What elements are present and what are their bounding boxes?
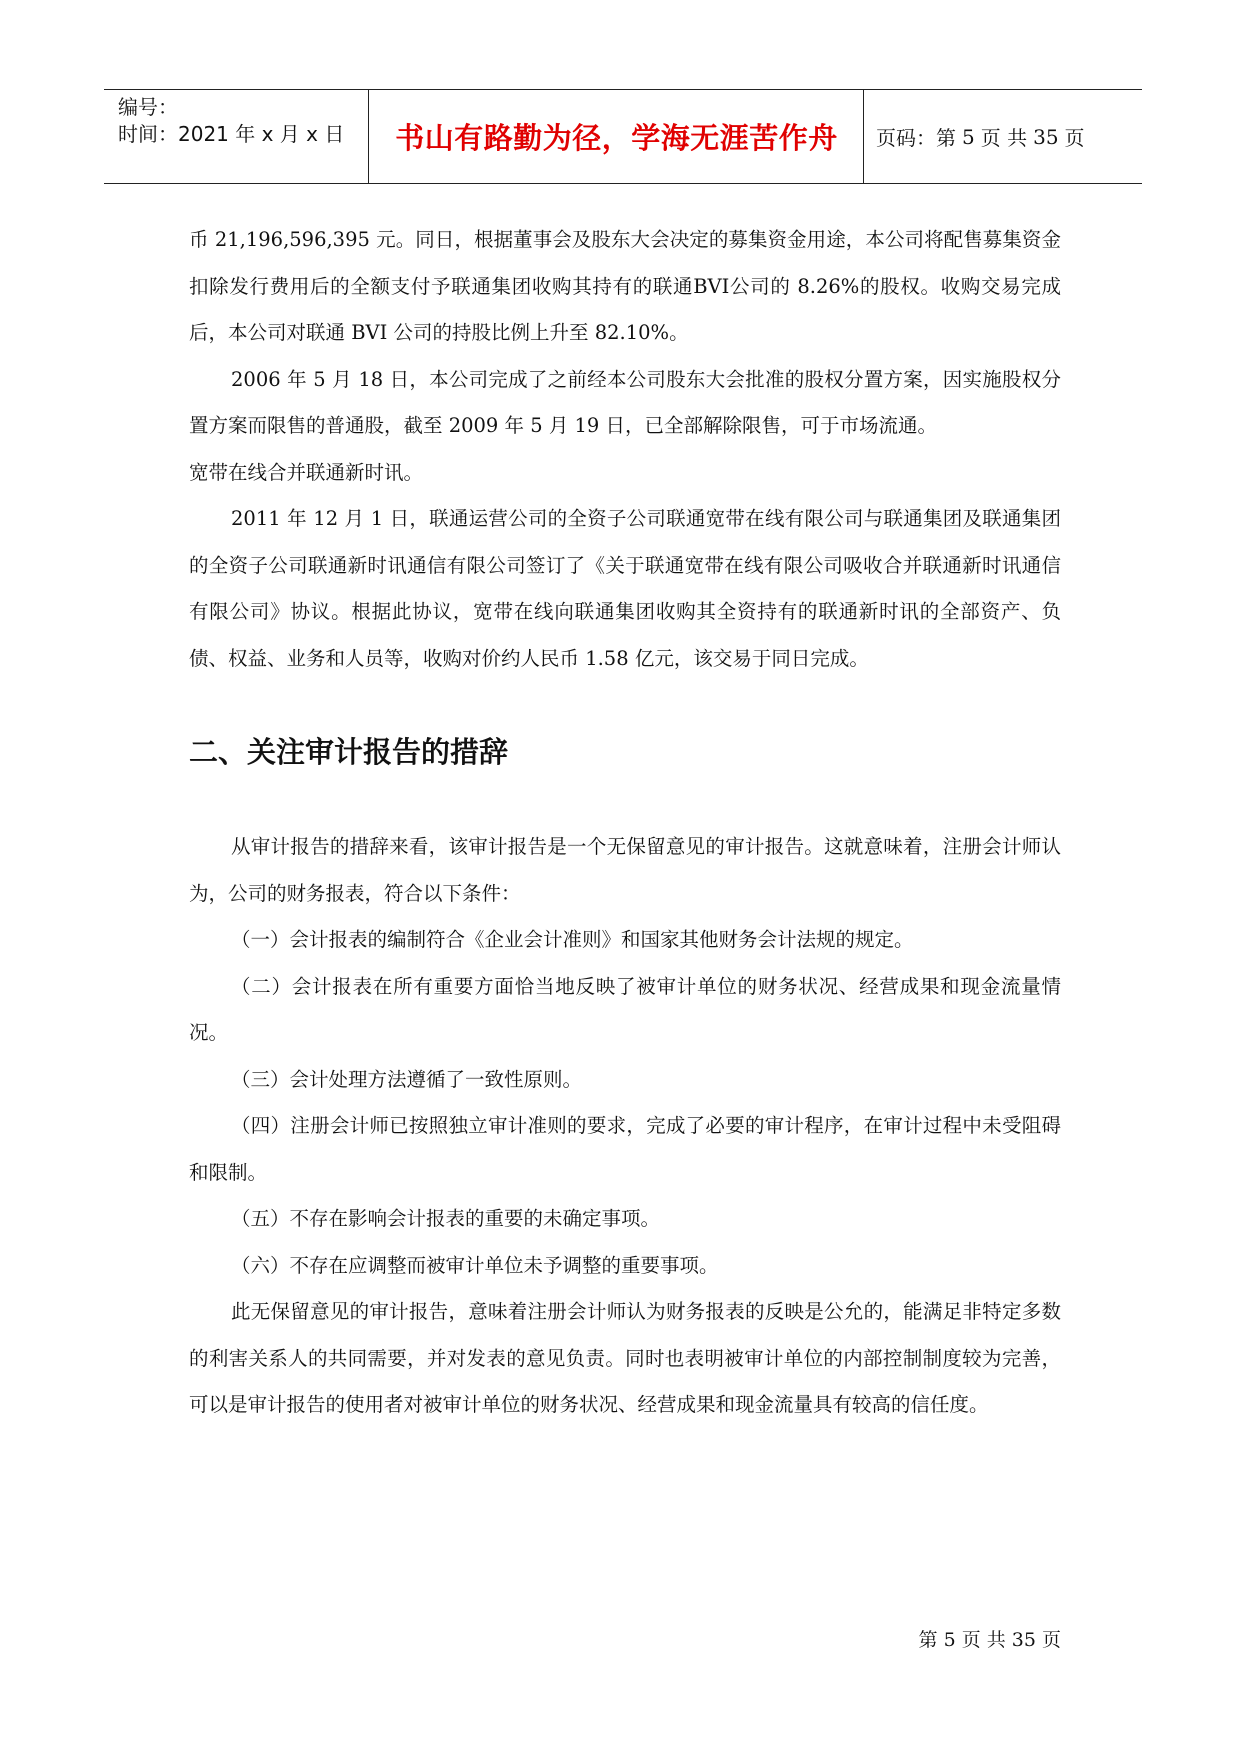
paragraph: 2006 年 5 月 18 日，本公司完成了之前经本公司股东大会批准的股权分置方案，因实施股权分置方案而限售的普通股，截至 2009 年 5 月 19 日，已全部解除限售，可于市场流通。 (189, 367, 1061, 437)
list-item: （二）会计报表在所有重要方面恰当地反映了被审计单位的财务状况、经营成果和现金流量情况。 (189, 974, 1061, 1044)
document-body (189, 217, 1061, 1429)
page-header (104, 89, 1142, 184)
page-prefix: 页码：第 (876, 126, 956, 150)
document-number-label: 编号： (118, 95, 178, 119)
page-total: 35 (1033, 124, 1059, 149)
header-page-indicator (876, 90, 1085, 183)
page-suffix: 页 (1064, 126, 1085, 150)
section-heading: 二、关注审计报告的措辞 (189, 735, 509, 769)
page-mid: 页 共 (980, 126, 1028, 150)
list-item: （三）会计处理方法遵循了一致性原则。 (231, 1067, 583, 1091)
list-item: （五）不存在影响会计报表的重要的未确定事项。 (231, 1207, 661, 1230)
document-time-label: 时间：2021 年 x 月 x 日 (118, 122, 345, 146)
paragraph: 2011 年 12 月 1 日，联通运营公司的全资子公司联通宽带在线有限公司与联通集团及联通集团的全资子公司联通新时讯通信有限公司签订了《关于联通宽带在线有限公司吸收合并联通新时讯通信有限公司》协议。根据此协议，宽带在线向联通集团收购其全资持有的联通新时讯的全部资产、负债、权益、业务和人员等，收购对价约人民币 1.58 亿元，该交易于同日完成。 (189, 507, 1061, 670)
header-motto: 书山有路勤为径，学海无涯苦作舟 (395, 121, 838, 155)
list-item: （六）不存在应调整而被审计单位未予调整的重要事项。 (231, 1253, 719, 1277)
page-footer: 第 5 页 共 35 页 (918, 1629, 1061, 1651)
header-meta (118, 94, 368, 148)
paragraph: 从审计报告的措辞来看，该审计报告是一个无保留意见的审计报告。这就意味着，注册会计师认为，公司的财务报表，符合以下条件： (189, 835, 1061, 905)
page-current: 5 (962, 124, 975, 149)
header-divider (368, 90, 369, 183)
paragraph: 币 21,196,596,395 元。同日，根据董事会及股东大会决定的募集资金用途，本公司将配售募集资金扣除发行费用后的全额支付予联通集团收购其持有的联通BVI公司的 8.26%的股权。收购交易完成后，本公司对联通 BVI 公司的持股比例上升至 82.10%。 (189, 228, 1061, 344)
paragraph: 此无保留意见的审计报告，意味着注册会计师认为财务报表的反映是公允的，能满足非特定多数的利害关系人的共同需要，并对发表的意见负责。同时也表明被审计单位的内部控制制度较为完善，可以是审计报告的使用者对被审计单位的财务状况、经营成果和现金流量具有较高的信任度。 (189, 1300, 1061, 1416)
list-item: （四）注册会计师已按照独立审计准则的要求，完成了必要的审计程序，在审计过程中未受阻碍和限制。 (189, 1114, 1061, 1184)
list-item: （一）会计报表的编制符合《企业会计准则》和国家其他财务会计法规的规定。 (231, 928, 914, 951)
header-divider (863, 90, 864, 183)
paragraph: 宽带在线合并联通新时讯。 (189, 460, 424, 484)
